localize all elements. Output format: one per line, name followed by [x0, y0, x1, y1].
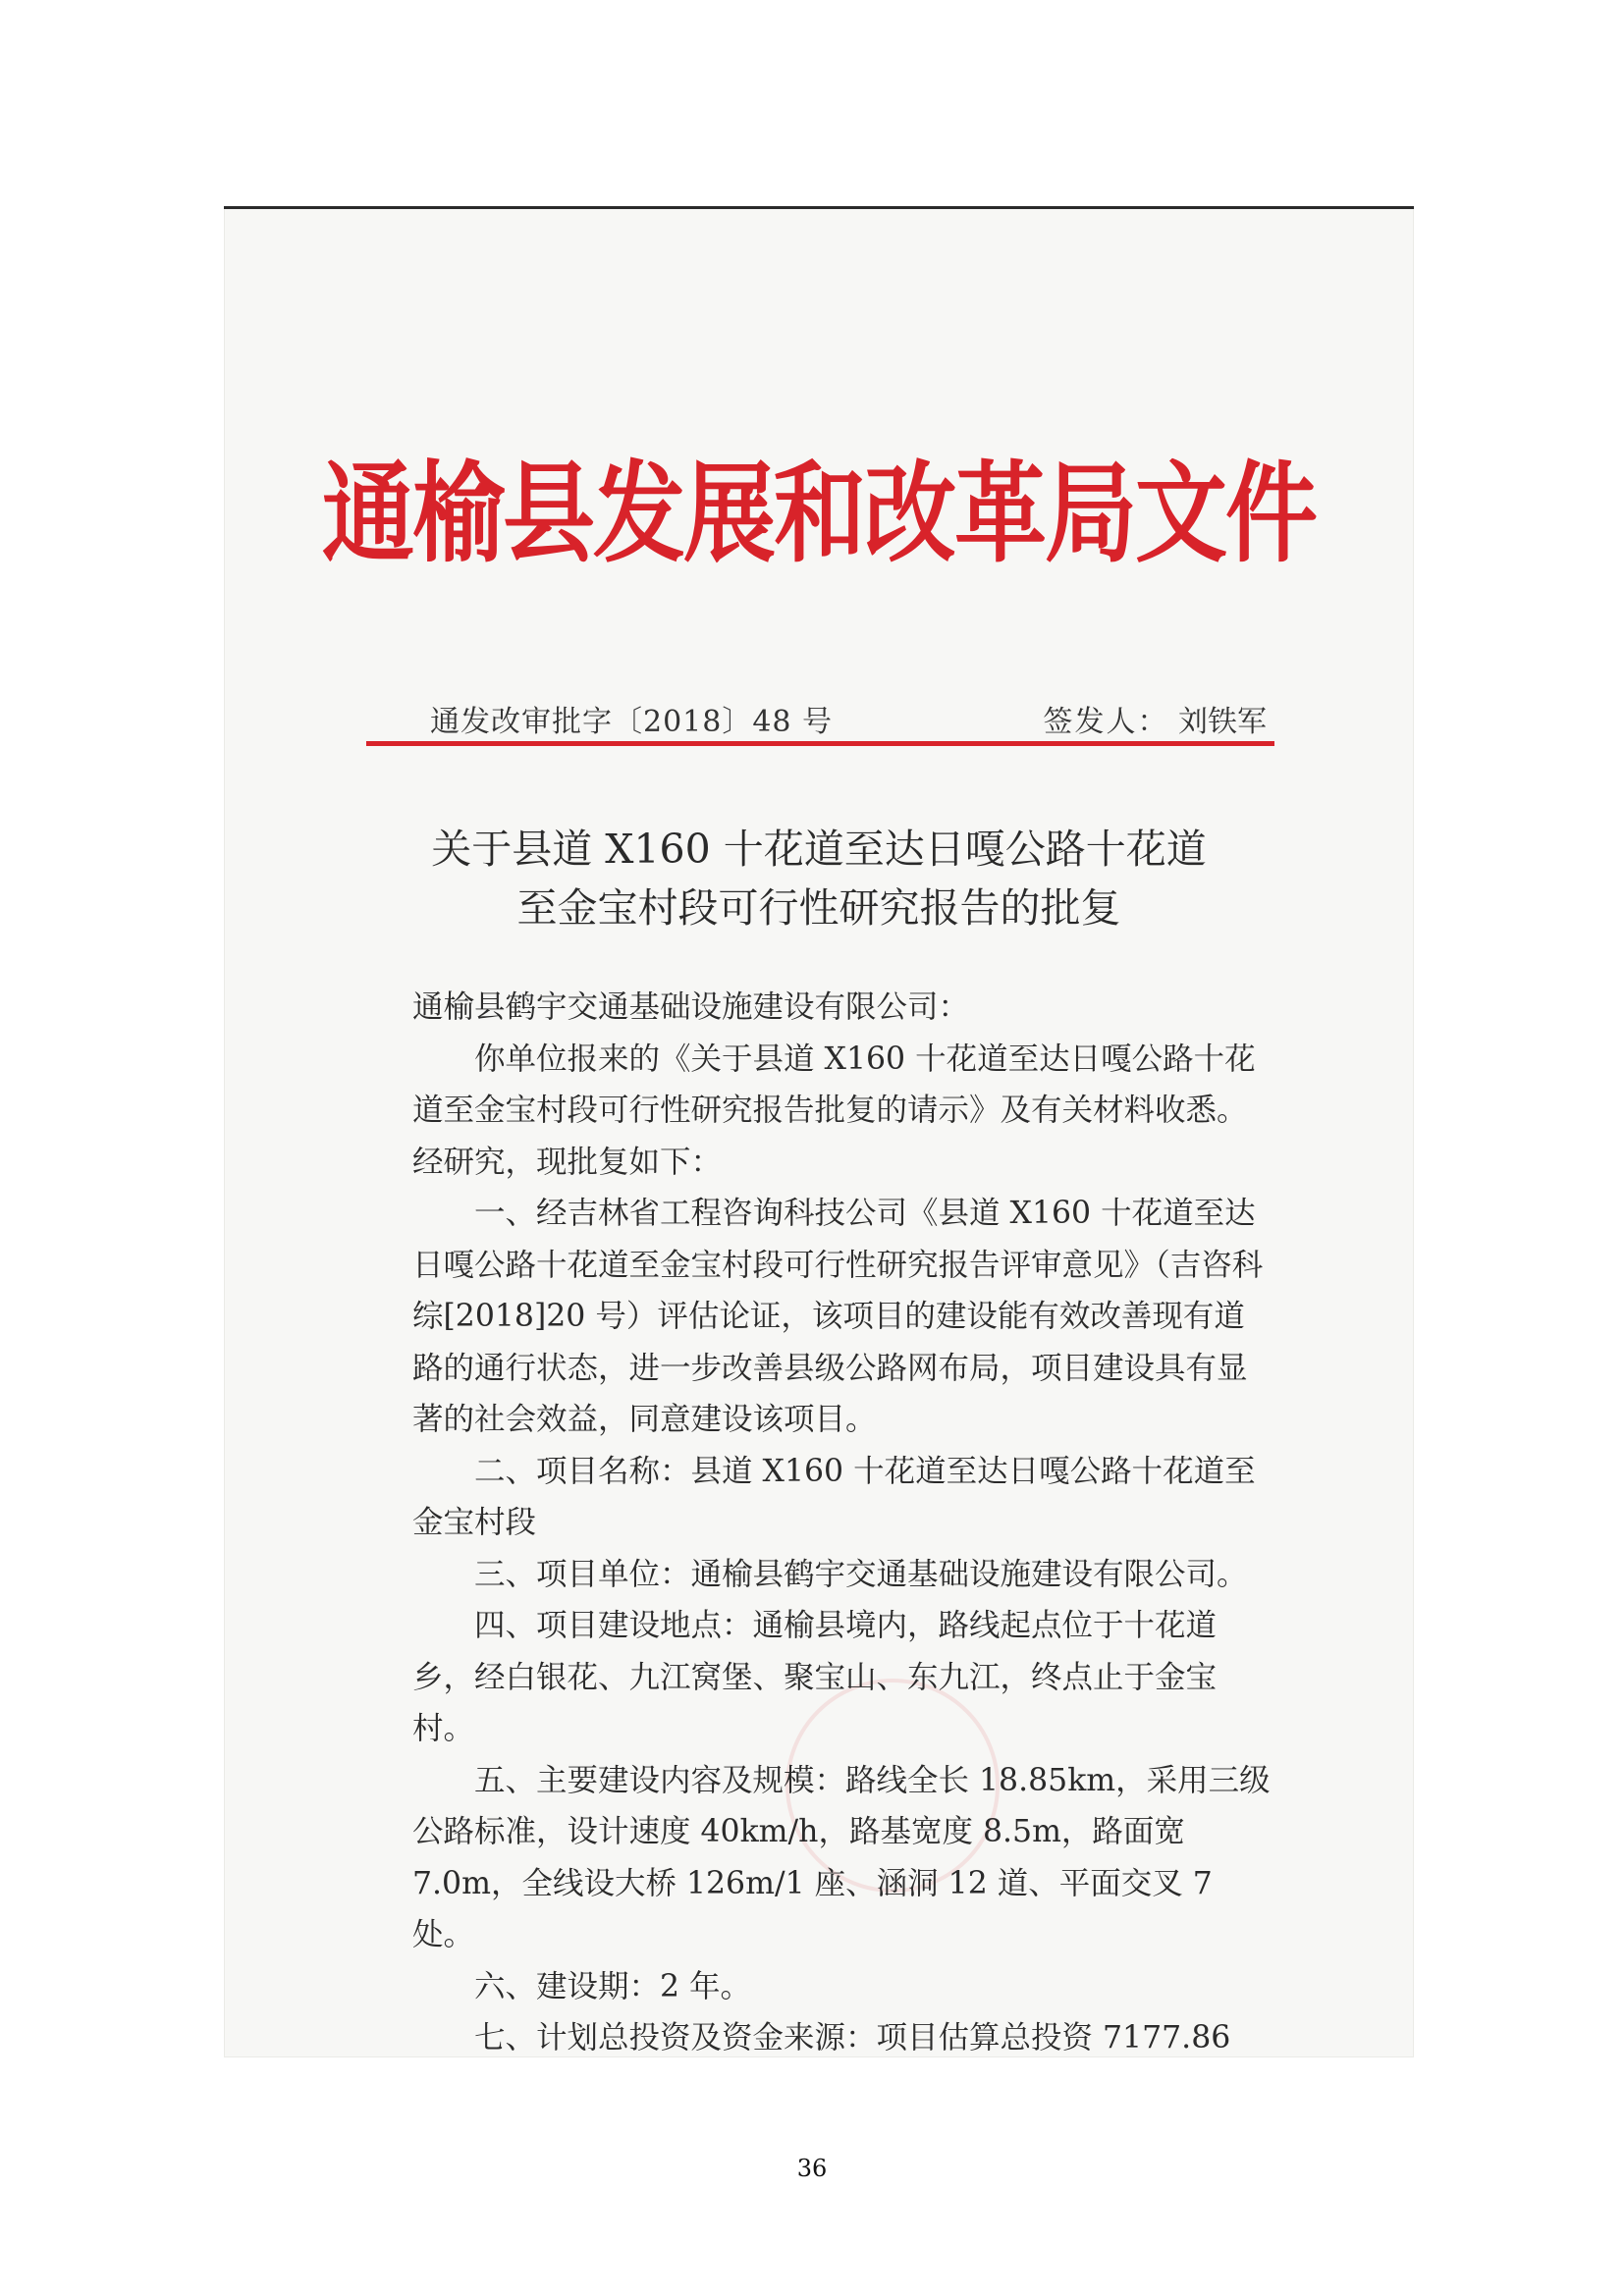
body-paragraph: 四、项目建设地点：通榆县境内，路线起点位于十花道乡，经白银花、九江窝堡、聚宝山、东九江，终点止于金宝村。 [412, 1608, 1218, 1746]
addressee: 通榆县鹤宇交通基础设施建设有限公司： [412, 989, 970, 1025]
body-paragraph: 七、计划总投资及资金来源：项目估算总投资 7177.86 [474, 2020, 1231, 2056]
body-paragraph: 六、建设期：2 年。 [474, 1968, 752, 2004]
document-subject [224, 820, 1414, 937]
signer-block [1043, 697, 1267, 740]
signer-label: 签发人： [1043, 705, 1169, 739]
signer-name: 刘铁军 [1178, 705, 1267, 739]
body-paragraph: 一、经吉林省工程咨询科技公司《县道 X160 十花道至达日嘎公路十花道至金宝村段可行性研究报告评审意见》（吉咨科综[2018]20 号）评估论证，该项目的建设能有效改善现有道路的通行状态，进一步改善县级公路网布局，项目建设具有显著的社会效益，同意建设该项目。 [412, 1196, 1264, 1437]
subject-line-1: 关于县道 X160 十花道至达日嘎公路十花道 [431, 826, 1207, 873]
body-paragraph: 三、项目单位：通榆县鹤宇交通基础设施建设有限公司。 [474, 1556, 1248, 1592]
body-paragraph: 五、主要建设内容及规模：路线全长 18.85km，采用三级公路标准，设计速度 40km/h，路基宽度 8.5m，路面宽 7.0m，全线设大桥 126m/1 座、涵洞 12 道、平面交叉 7 处。 [412, 1762, 1271, 1952]
document-header-title: 通榆县发展和改革局文件 [321, 452, 1316, 578]
body-paragraph: 二、项目名称：县道 X160 十花道至达日嘎公路十花道至金宝村段 [412, 1453, 1256, 1540]
header-red-rule [366, 741, 1274, 746]
document-number: 通发改审批字〔2018〕48 号 [430, 705, 834, 739]
document-body [412, 982, 1272, 2064]
subject-line-2: 至金宝村段可行性研究报告的批复 [516, 884, 1121, 932]
scan-top-edge [224, 206, 1414, 209]
body-paragraph: 你单位报来的《关于县道 X160 十花道至达日嘎公路十花道至金宝村段可行性研究报告批复的请示》及有关材料收悉。经研究，现批复如下： [412, 1041, 1256, 1180]
scanned-document [224, 206, 1414, 2057]
page-number: 36 [796, 2155, 828, 2182]
